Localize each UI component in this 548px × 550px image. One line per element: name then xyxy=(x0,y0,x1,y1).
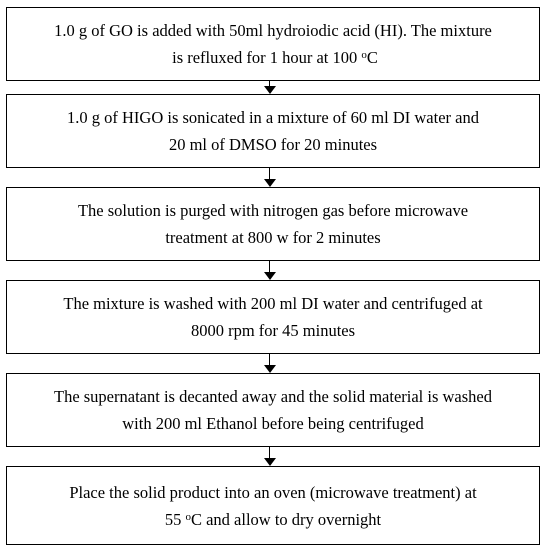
flow-step-1 xyxy=(6,7,540,81)
step-2-line-2: 20 ml of DMSO for 20 minutes xyxy=(168,135,378,154)
flow-arrow-down-icon xyxy=(264,354,276,373)
step-6-line-2-rest: C and allow to dry overnight xyxy=(190,509,382,529)
flow-step-3 xyxy=(6,187,540,261)
step-3-line-2: treatment at 800 w for 2 minutes xyxy=(165,228,381,247)
step-1-line-1: 1.0 g of GO is added with 50ml hydroiodic acid (HI). The mixture xyxy=(54,21,492,40)
step-6-line-2 xyxy=(165,506,381,533)
flow-arrow-down-icon xyxy=(264,168,276,187)
step-4-line-2: 8000 rpm for 45 minutes xyxy=(190,321,356,340)
step-6-line-2-text: 55 xyxy=(164,509,186,529)
step-1-line-2 xyxy=(168,44,378,71)
flow-step-4 xyxy=(6,280,540,354)
step-4-line-1: The mixture is washed with 200 ml DI water and centrifuged at xyxy=(63,294,483,313)
flow-arrow-down-icon xyxy=(264,447,276,466)
degree-superscript: o xyxy=(185,510,191,523)
step-2-line-1: 1.0 g of HIGO is sonicated in a mixture of 60 ml DI water and xyxy=(67,108,479,127)
step-5-line-2: with 200 ml Ethanol before being centrifuged xyxy=(122,414,424,433)
step-5-line-1: The supernatant is decanted away and the solid material is washed xyxy=(53,387,492,406)
step-6-line-1: Place the solid product into an oven (microwave treatment) at xyxy=(69,482,477,502)
flow-arrow-down-icon xyxy=(264,81,276,94)
flow-step-5 xyxy=(6,373,540,447)
flow-arrow-down-icon xyxy=(264,261,276,280)
step-1-line-2-text: is refluxed for 1 hour at 100 xyxy=(172,48,362,67)
flow-step-6 xyxy=(6,466,540,545)
flow-step-2 xyxy=(6,94,540,168)
step-3-line-1: The solution is purged with nitrogen gas before microwave xyxy=(77,201,469,220)
step-1-line-2-unit: C xyxy=(366,48,378,67)
degree-superscript: o xyxy=(361,49,367,61)
